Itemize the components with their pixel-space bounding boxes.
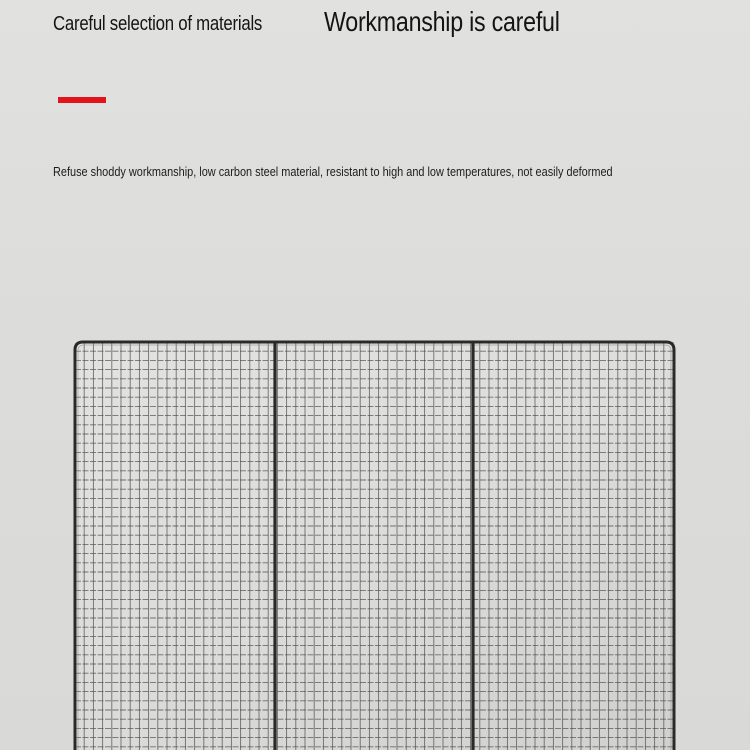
mesh-sheen bbox=[75, 342, 674, 750]
section-subtitle: Careful selection of materials bbox=[53, 13, 263, 35]
grill-mesh-image bbox=[60, 325, 690, 750]
wire-mesh-illustration bbox=[60, 325, 690, 750]
accent-divider bbox=[58, 97, 106, 103]
heading-row bbox=[53, 4, 713, 44]
section-title: Workmanship is careful bbox=[324, 6, 560, 37]
product-description: Refuse shoddy workmanship, low carbon steel material, resistant to high and low temperatures, not easily deformed bbox=[53, 164, 613, 179]
